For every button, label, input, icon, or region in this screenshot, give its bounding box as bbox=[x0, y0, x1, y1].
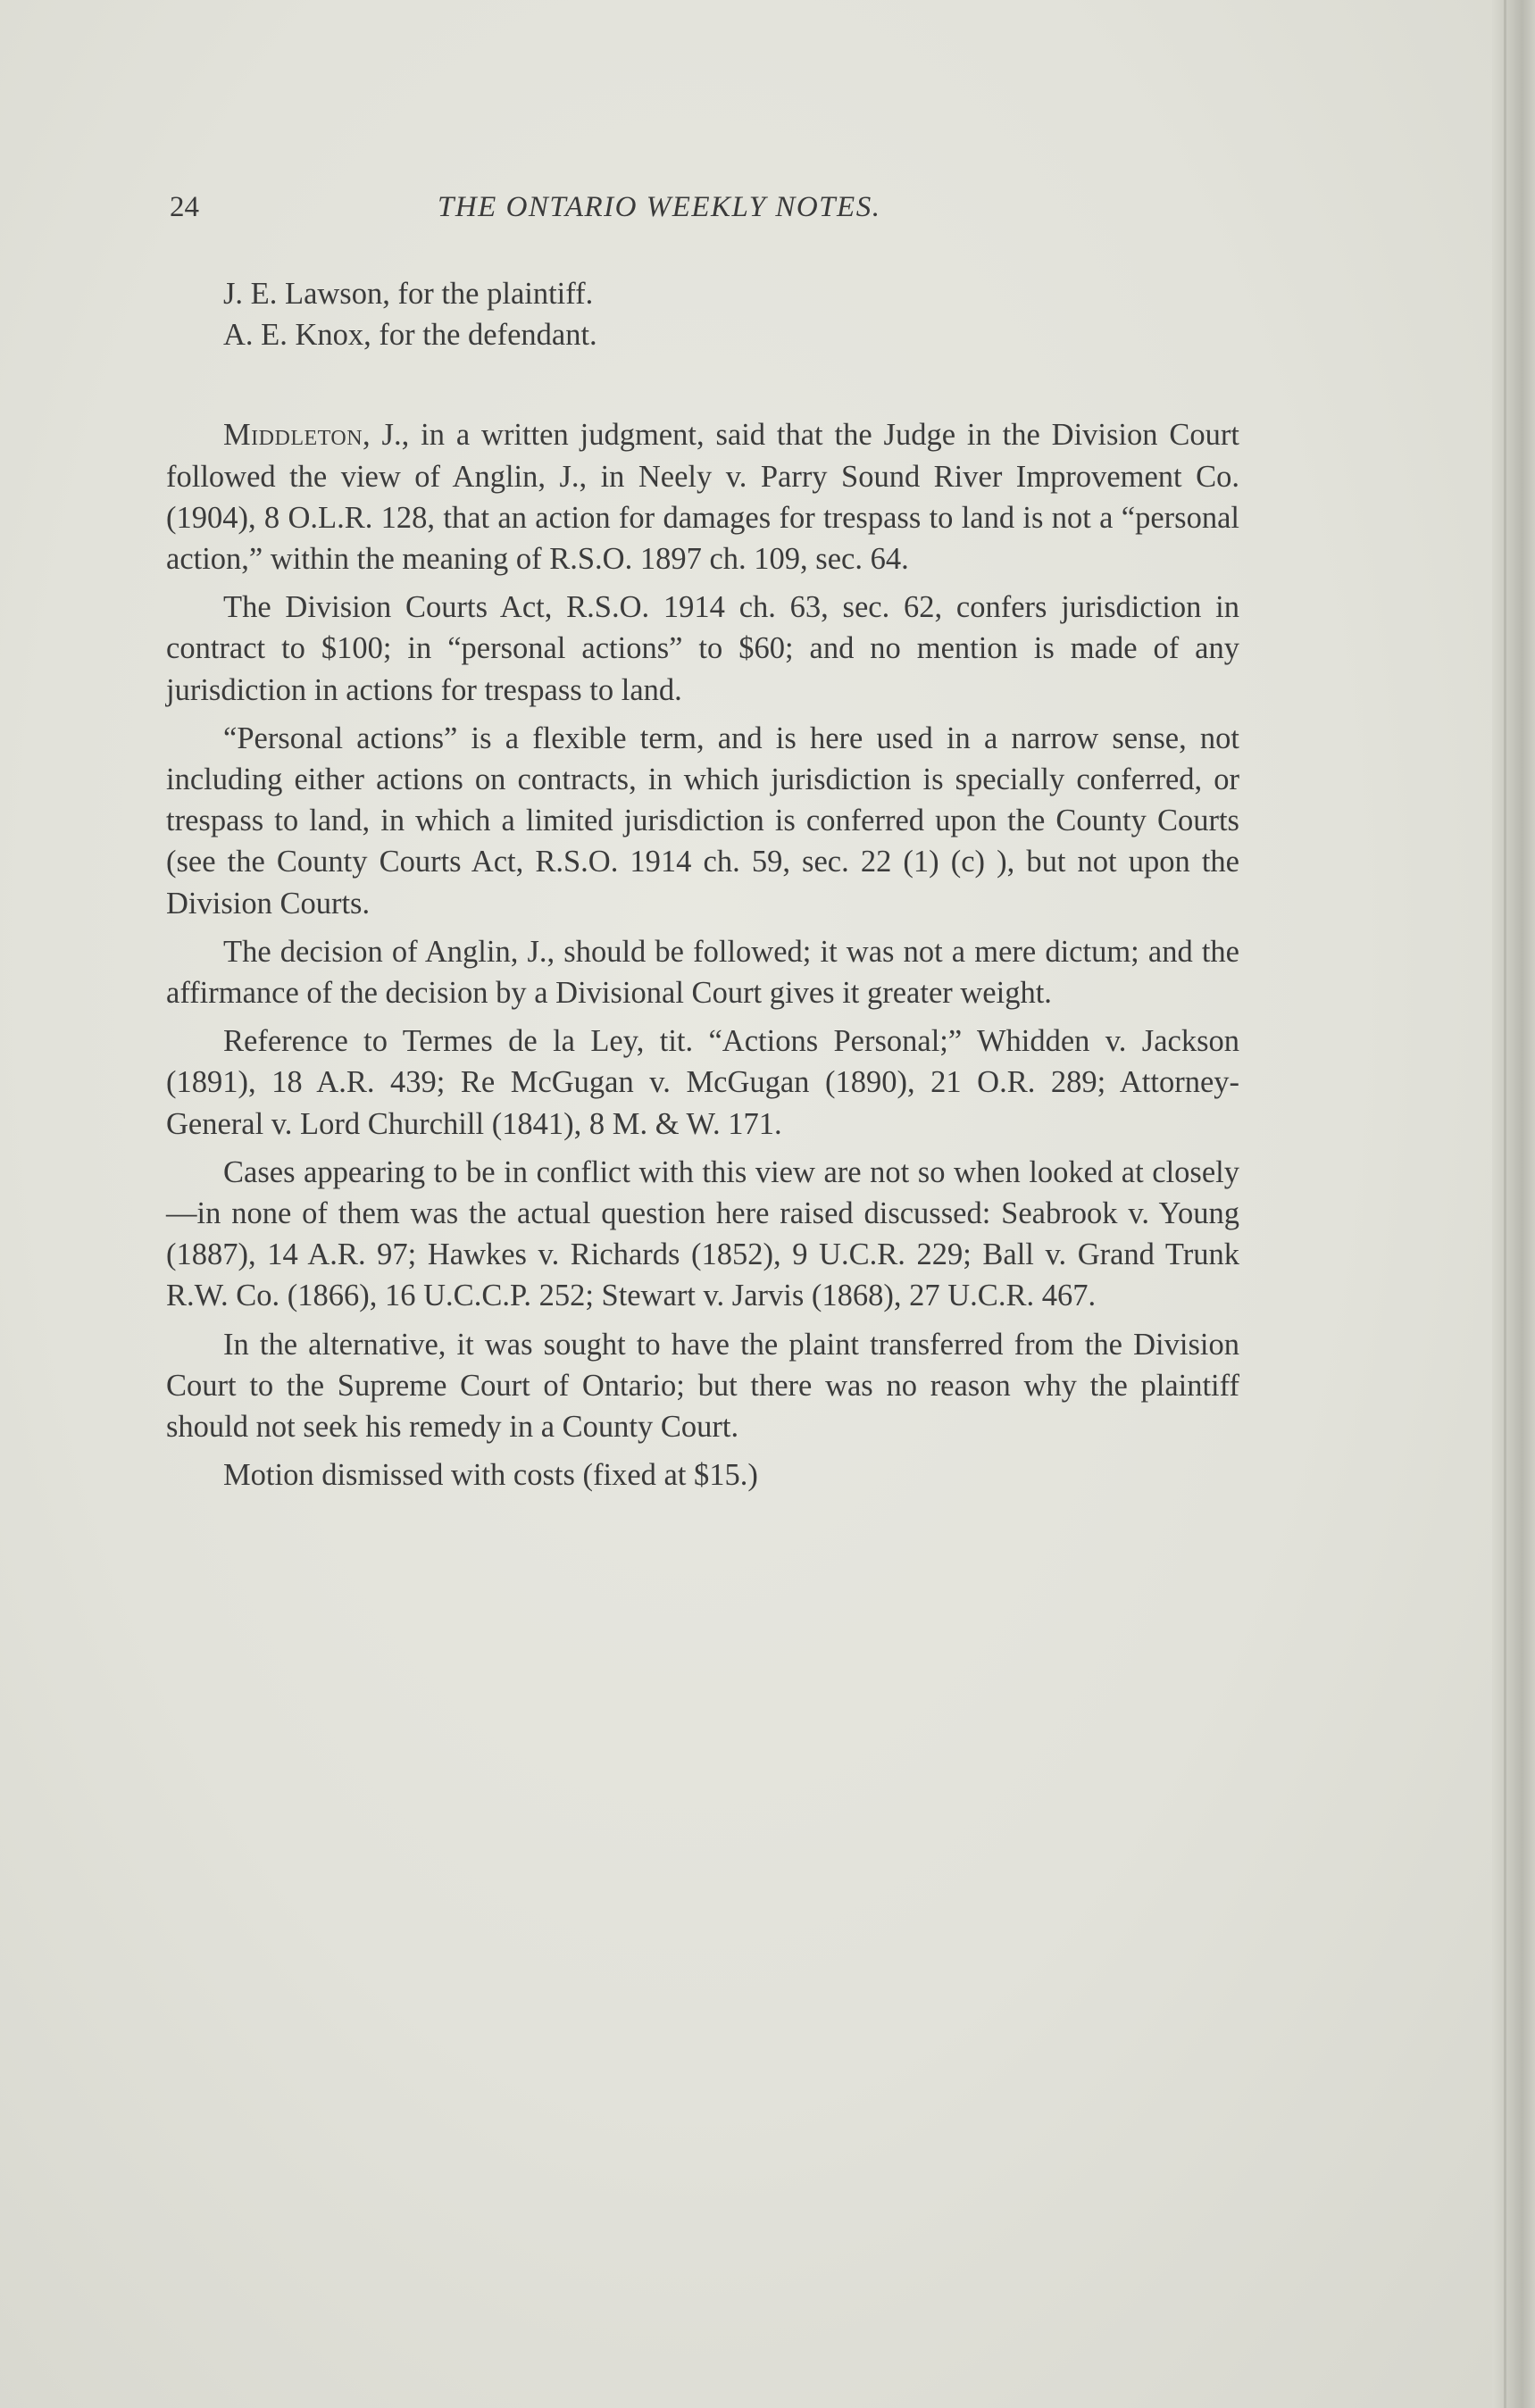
page-header bbox=[170, 191, 1241, 236]
paragraph-references: Reference to Termes de la Ley, tit. “Actions Personal;” Whidden v. Jackson (1891), 18 A.R. 439; Re McGugan v. McGugan (1890), 21 O.R. 289; Attorney-General v. Lord Churchill (1841), 8 M. & W. 171. bbox=[166, 1024, 1239, 1141]
paragraph-personal-actions: “Personal actions” is a flexible term, and is here used in a narrow sense, not including either actions on contracts, in which jurisdiction is specially conferred, or trespass to land, in which a limited jurisdiction is conferred upon the County Courts (see the County Courts Act, R.S.O. 1914 ch. 59, sec. 22 (1) (c) ), but not upon the Division Courts. bbox=[166, 721, 1239, 921]
page-number: 24 bbox=[170, 191, 199, 223]
counsel-defendant: A. E. Knox, for the defendant. bbox=[223, 318, 597, 353]
paragraph-alternative: In the alternative, it was sought to have the plaint transferred from the Division Court to the Supreme Court of Ontario; but there was no reason why the plaintiff should not seek his remedy in a County Court. bbox=[166, 1327, 1239, 1445]
binding-gutter bbox=[1492, 0, 1535, 2408]
body-text bbox=[166, 273, 1239, 1503]
paragraph-disposition: Motion dismissed with costs (fixed at $15.) bbox=[223, 1458, 758, 1493]
judgment-intro-text: , J., in a written judgment, said that the Judge in the Division Court followed the view of Anglin, J., in Neely v. Parry Sound River Improvement Co. (1904), 8 O.L.R. 128, that an action for damages for trespass to land is not a “personal action,” within the meaning of R.S.O. 1897 ch. 109, sec. 64. bbox=[166, 418, 1239, 577]
judge-name: Middleton bbox=[223, 418, 363, 453]
judgment-intro-paragraph bbox=[166, 414, 1239, 579]
counsel-plaintiff: J. E. Lawson, for the plaintiff. bbox=[223, 277, 594, 311]
paragraph-division-courts-act: The Division Courts Act, R.S.O. 1914 ch. 63, sec. 62, confers jurisdiction in contract to $100; in “personal actions” to $60; and no mention is made of any jurisdiction in actions for trespass to land. bbox=[166, 590, 1239, 707]
section-spacer bbox=[166, 355, 1239, 414]
paragraph-decision-followed: The decision of Anglin, J., should be followed; it was not a mere dictum; and the affirmance of the decision by a Divisional Court gives it greater weight. bbox=[166, 934, 1239, 1011]
binding-edge-line bbox=[1504, 0, 1506, 2408]
running-head: THE ONTARIO WEEKLY NOTES. bbox=[438, 191, 881, 223]
paragraph-conflicting-cases: Cases appearing to be in conflict with this view are not so when looked at closely—in none of them was the actual question here raised discussed: Seabrook v. Young (1887), 14 A.R. 97; Hawkes v. Richards (1852), 9 U.C.R. 229; Ball v. Grand Trunk R.W. Co. (1866), 16 U.C.C.P. 252; Stewart v. Jarvis (1868), 27 U.C.R. 467. bbox=[166, 1154, 1239, 1313]
